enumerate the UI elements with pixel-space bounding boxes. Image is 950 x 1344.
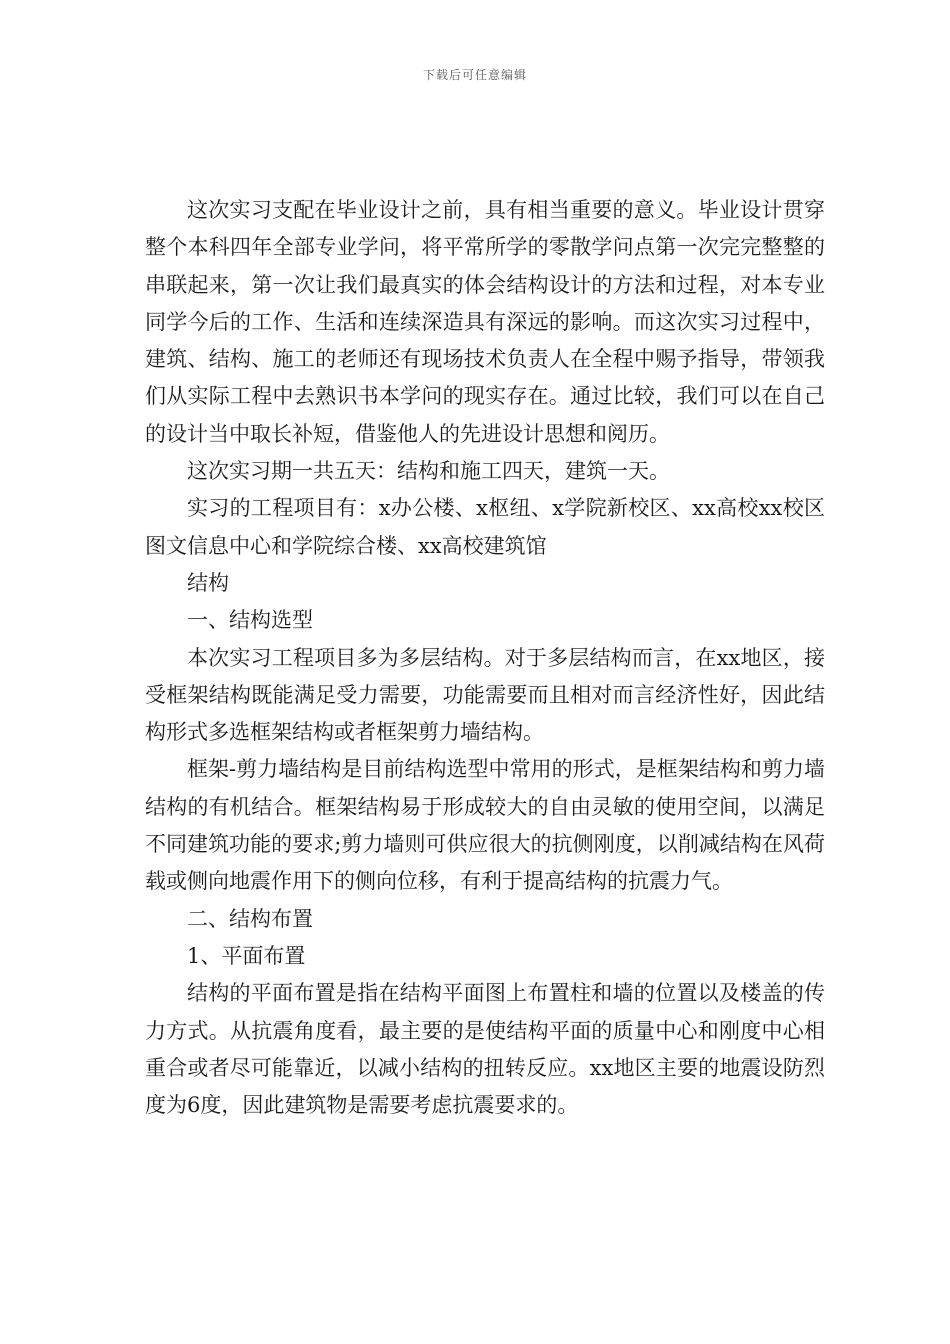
paragraph-projects: 实习的工程项目有：x办公楼、x枢纽、x学院新校区、xx高校xx校区图文信息中心和学院综合楼、xx高校建筑馆 bbox=[145, 496, 825, 558]
document-body bbox=[145, 192, 825, 1124]
heading-structure: 结构 bbox=[187, 570, 229, 595]
paragraph-duration: 这次实习期一共五天：结构和施工四天，建筑一天。 bbox=[187, 459, 670, 484]
paragraph-multistory: 本次实习工程项目多为多层结构。对于多层结构而言，在xx地区，接受框架结构既能满足受力需要，功能需要而且相对而言经济性好，因此结构形式多选框架结构或者框架剪力墙结构。 bbox=[145, 645, 825, 745]
heading-structure-selection: 一、结构选型 bbox=[187, 608, 313, 633]
heading-plan-layout: 1、平面布置 bbox=[187, 943, 306, 968]
heading-structure-layout: 二、结构布置 bbox=[187, 906, 313, 931]
paragraph-intro: 这次实习支配在毕业设计之前，具有相当重要的意义。毕业设计贯穿整个本科四年全部专业学问，将平常所学的零散学问点第一次完完整整的串联起来，第一次让我们最真实的体会结构设计的方法和过程，对本专业同学今后的工作、生活和连续深造具有深远的影响。而这次实习过程中，建筑、结构、施工的老师还有现场技术负责人在全程中赐予指导，带领我们从实际工程中去熟识书本学问的现实存在。通过比较，我们可以在自己的设计当中取长补短，借鉴他人的先进设计思想和阅历。 bbox=[145, 198, 825, 446]
paragraph-plan-layout: 结构的平面布置是指在结构平面图上布置柱和墙的位置以及楼盖的传力方式。从抗震角度看，最主要的是使结构平面的质量中心和刚度中心相重合或者尽可能靠近，以减小结构的扭转反应。xx地区主要的地震设防烈度为6度，因此建筑物是需要考虑抗震要求的。 bbox=[145, 981, 825, 1118]
page-header: 下载后可任意编辑 bbox=[422, 68, 527, 82]
paragraph-frame-shear-wall: 框架-剪力墙结构是目前结构选型中常用的形式，是框架结构和剪力墙结构的有机结合。框架结构易于形成较大的自由灵敏的使用空间，以满足不同建筑功能的要求;剪力墙则可供应很大的抗侧刚度，以削减结构在风荷载或侧向地震作用下的侧向位移，有利于提高结构的抗震力气。 bbox=[145, 757, 825, 894]
